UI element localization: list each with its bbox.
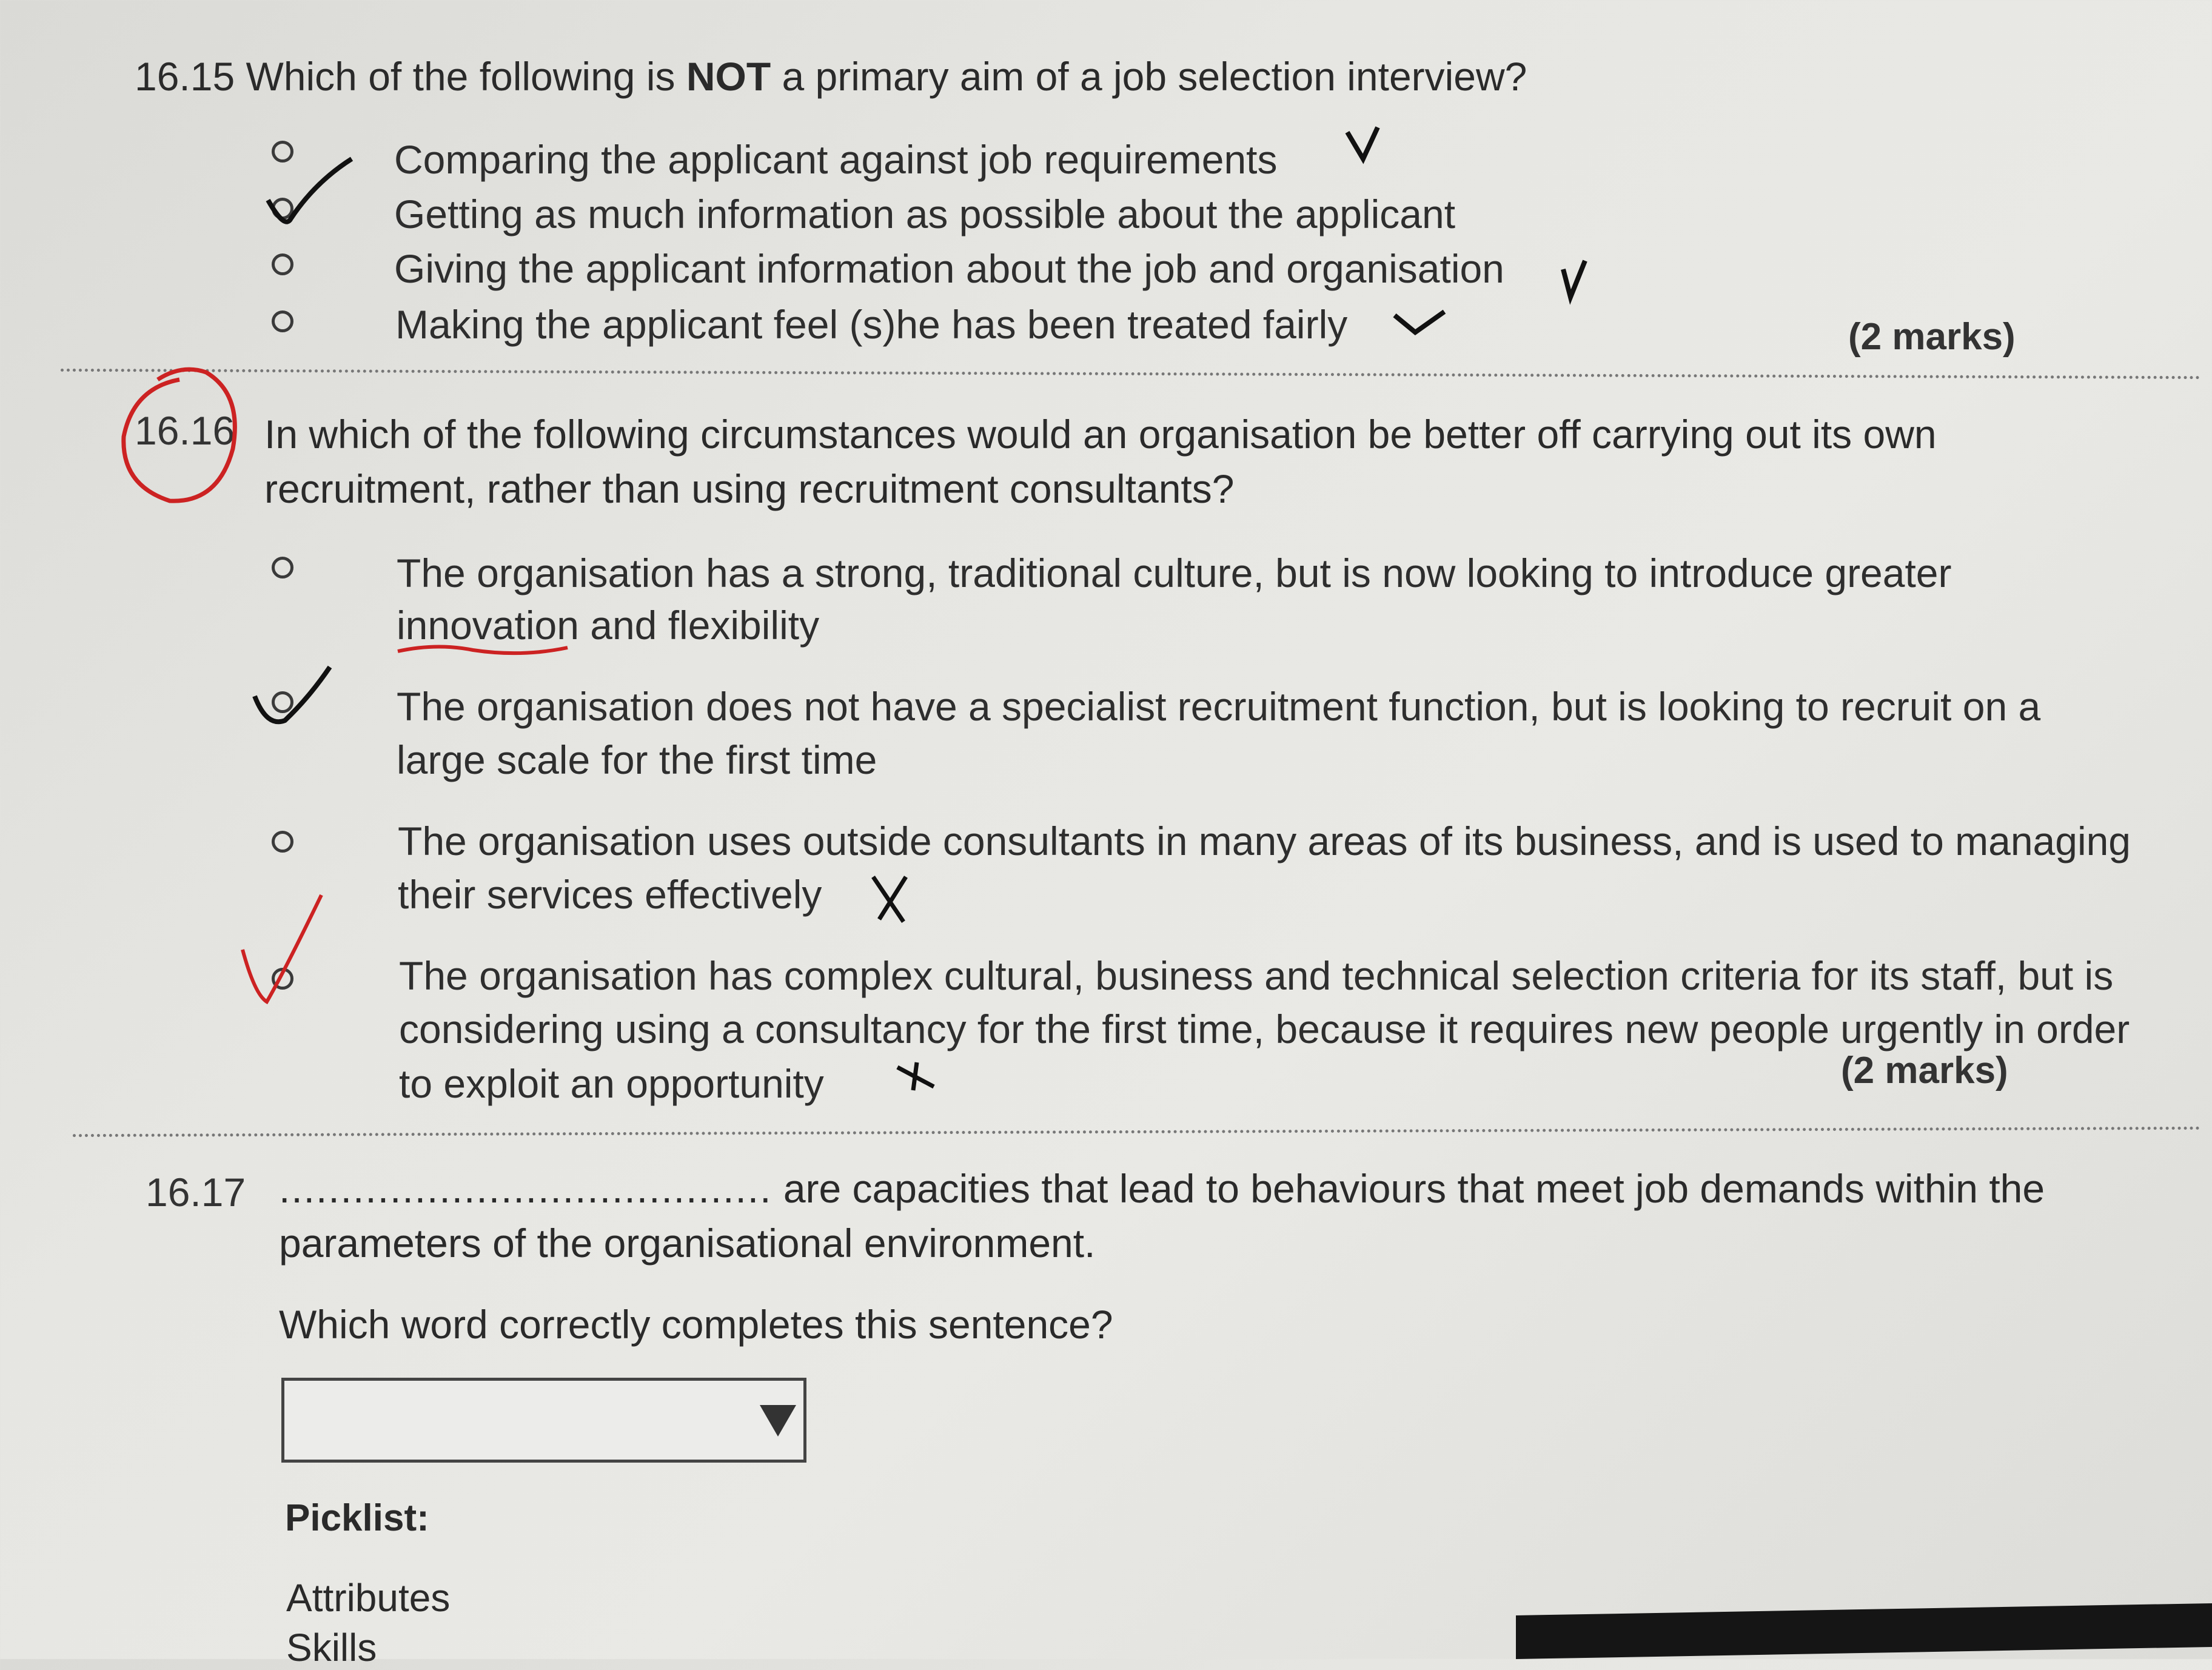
question-text: Which of the following is (246, 54, 686, 99)
question-number: 16.17 (146, 1170, 246, 1215)
question-text: a primary aim of a job selection interview? (771, 54, 1527, 99)
question-number: 16.15 (135, 54, 235, 99)
option-text: Comparing the applicant against job requirements (394, 137, 1278, 182)
option-text: The organisation uses outside consultants in many areas of its business, and is used to managing (398, 819, 2131, 864)
red-tick-mark-icon (243, 895, 321, 1002)
red-underline-mark (398, 646, 568, 653)
tick-mark-icon (255, 667, 330, 722)
picklist-item: Skills (286, 1626, 377, 1669)
question-text: are capacities that lead to behaviours that meet job demands within the (783, 1166, 2045, 1211)
tick-mark-icon (1563, 261, 1585, 297)
question-prompt: Which word correctly completes this sentence? (279, 1302, 1113, 1347)
question-text: In which of the following circumstances would an organisation be better off carrying out its own (264, 412, 1937, 457)
question-text: recruitment, rather than using recruitment consultants? (264, 466, 1235, 511)
marks-label: (2 marks) (1841, 1050, 2008, 1092)
option-text: Making the applicant feel (s)he has been treated fairly (395, 302, 1348, 347)
red-circle-mark (124, 369, 235, 501)
cross-mark-icon (897, 1062, 934, 1090)
picklist-item: Attributes (286, 1576, 451, 1620)
option-text: The organisation does not have a specialist recruitment function, but is looking to recruit on a (397, 684, 2041, 729)
marks-label: (2 marks) (1848, 316, 2016, 358)
tick-mark-icon (1395, 312, 1444, 332)
cross-mark-icon (873, 877, 906, 922)
option-text: large scale for the first time (397, 737, 877, 782)
question-number: 16.16 (135, 408, 235, 453)
option-text: to exploit an opportunity (399, 1061, 824, 1106)
question-text-emphasis: NOT (686, 54, 771, 99)
option-text: Getting as much information as possible about the applicant (394, 192, 1456, 236)
option-text: their services effectively (398, 872, 822, 917)
answer-blank: ........................................ (279, 1166, 773, 1211)
tick-mark-icon (1347, 127, 1378, 159)
picklist-label: Picklist: (285, 1497, 429, 1539)
tick-mark-icon (268, 159, 352, 222)
option-text: Giving the applicant information about the job and organisation (394, 246, 1504, 291)
option-text: innovation and flexibility (397, 603, 820, 648)
option-text: considering using a consultancy for the first time, because it requires new people urgently in order (399, 1007, 2130, 1051)
option-text: The organisation has a strong, traditional culture, but is now looking to introduce greater (397, 551, 1952, 595)
option-text: The organisation has complex cultural, business and technical selection criteria for its staff, but is (399, 953, 2114, 998)
question-text: parameters of the organisational environment. (279, 1221, 1096, 1266)
